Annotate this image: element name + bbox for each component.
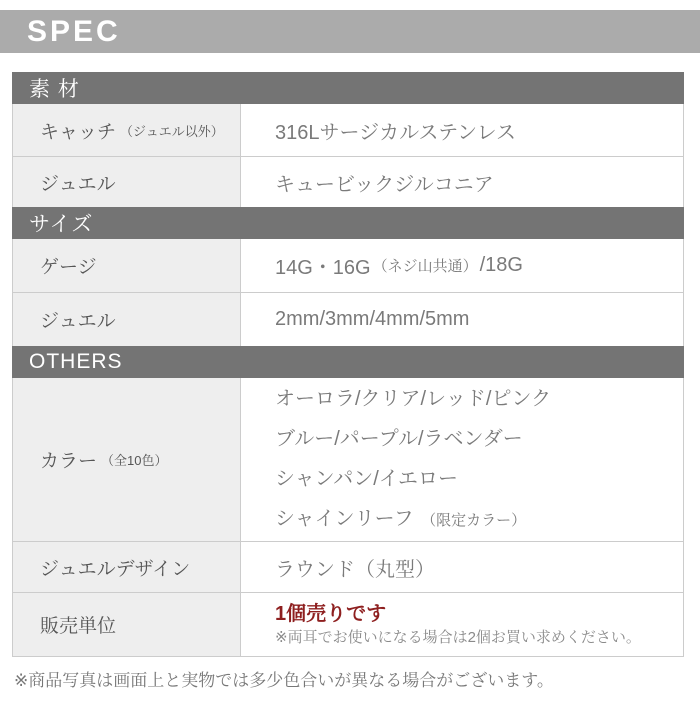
- label-note: （全10色）: [101, 453, 168, 468]
- value-text: 2mm/3mm/4mm/5mm: [275, 308, 470, 330]
- page-title: SPEC: [27, 14, 121, 48]
- row-value-unit: [241, 593, 683, 656]
- table-row-color: [13, 378, 683, 541]
- row-value-gauge: [241, 239, 683, 292]
- section-heading-label: サイズ: [29, 213, 94, 236]
- label-note: （ジュエル以外）: [120, 123, 224, 139]
- gauge-note: （ネジ山共通）: [372, 258, 478, 275]
- row-label-design: [13, 542, 241, 592]
- table-row-jewel-size: [13, 292, 683, 346]
- value-text: キュービックジルコニア: [275, 173, 494, 196]
- row-label-jewel-size: [13, 293, 241, 346]
- unit-value-text: 1個売りです: [275, 603, 387, 625]
- value-text: 316Lサージカルステンレス: [275, 121, 516, 144]
- color-line-4-main: シャインリーフ: [275, 507, 414, 530]
- label-text: カラー: [40, 451, 98, 472]
- gauge-tail: /18G: [479, 254, 523, 276]
- section-header-others: [12, 346, 684, 378]
- table-row-gauge: [13, 239, 683, 292]
- label-text: ジュエル: [40, 173, 116, 195]
- color-line-4-note: （限定カラー）: [421, 511, 527, 529]
- label-text: ゲージ: [40, 257, 97, 278]
- table-row-jewel-material: [13, 156, 683, 207]
- color-line-4: [275, 499, 683, 541]
- row-value-jewel-material: [241, 157, 683, 207]
- table-row-design: [13, 541, 683, 592]
- section-header-material: [12, 72, 684, 104]
- row-label-unit: [13, 593, 241, 656]
- section-heading-label: OTHERS: [29, 350, 123, 373]
- label-text: 販売単位: [40, 616, 117, 637]
- unit-note-text: ※両耳でお使いになる場合は2個お買い求めください。: [275, 629, 641, 646]
- row-value-jewel-size: [241, 293, 683, 346]
- footer-disclaimer: ※商品写真は画面上と実物では多少色合いが異なる場合がございます。: [14, 671, 554, 690]
- value-text: ラウンド（丸型）: [275, 558, 435, 581]
- table-row-catch: [13, 104, 683, 156]
- value-text: [275, 251, 683, 280]
- section-heading-label: 素 材: [29, 78, 80, 101]
- spec-table: [12, 72, 684, 657]
- row-value-color: [241, 378, 683, 541]
- row-label-gauge: [13, 239, 241, 292]
- color-line-2: ブルー/パープル/ラベンダー: [275, 427, 523, 450]
- row-label-jewel-material: [13, 157, 241, 207]
- row-label-color: [13, 378, 241, 541]
- row-value-design: [241, 542, 683, 592]
- row-value-catch: [241, 104, 683, 156]
- gauge-main: 14G・16G: [275, 257, 371, 279]
- label-text: ジュエル: [40, 311, 116, 332]
- table-row-unit: [13, 592, 683, 656]
- color-line-3: シャンパン/イエロー: [275, 467, 458, 490]
- color-line-1: オーロラ/クリア/レッド/ピンク: [275, 387, 552, 410]
- label-text: キャッチ: [40, 121, 117, 143]
- section-header-size: [12, 207, 684, 239]
- spec-title-bar: [0, 10, 700, 53]
- row-label-catch: [13, 104, 241, 156]
- label-text: ジュエルデザイン: [40, 558, 191, 580]
